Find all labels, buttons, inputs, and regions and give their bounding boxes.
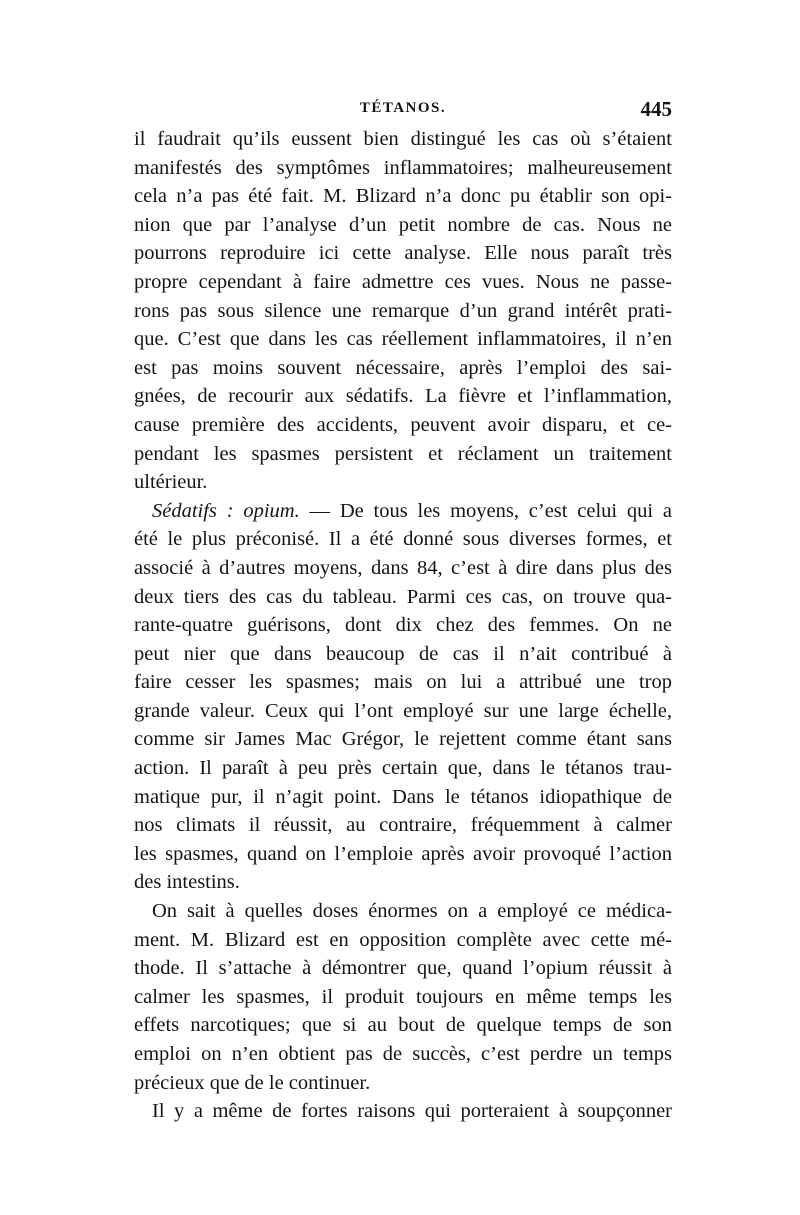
text-line [134, 497, 672, 526]
paragraph-4 [134, 1097, 672, 1126]
page-number: 445 [640, 97, 672, 121]
text-line: On sait à quelles doses énormes on a employé ce médica- [152, 900, 672, 923]
text-line: action. Il paraît à peu près certain que, dans le tétanos trau- [134, 757, 672, 780]
text-line: comme sir James Mac Grégor, le rejettent comme étant sans [134, 728, 672, 751]
text-line: matique pur, il n’agit point. Dans le tétanos idiopathique de [134, 785, 672, 808]
running-head [134, 98, 672, 122]
text-line: cause première des accidents, peuvent avoir disparu, et ce- [134, 413, 672, 436]
text-line: que. C’est que dans les cas réellement inflammatoires, il n’en [134, 328, 672, 351]
text-line: peut nier que dans beaucoup de cas il n’ait contribué à [134, 642, 672, 665]
paragraph-2 [134, 497, 672, 897]
text-run: — De tous les moyens, c’est celui qui a [299, 499, 672, 522]
text-line: est pas moins souvent nécessaire, après l’emploi des sai- [134, 356, 672, 379]
text-line: faire cesser les spasmes; mais on lui a attribué une trop [134, 671, 672, 694]
paragraph-3 [134, 897, 672, 1097]
paragraph-1 [134, 125, 672, 497]
text-line: pendant les spasmes persistent et réclament un traitement [134, 442, 672, 465]
text-line: il faudrait qu’ils eussent bien distingué les cas où s’étaient [134, 128, 672, 150]
text-line: manifestés des symptômes inflammatoires; malheureusement [134, 156, 672, 179]
text-line: nion que par l’analyse d’un petit nombre de cas. Nous ne [134, 213, 672, 236]
text-line: thode. Il s’attache à démontrer que, quand l’opium réussit à [134, 957, 672, 980]
text-line: effets narcotiques; que si au bout de quelque temps de son [134, 1014, 672, 1037]
text-line: rante-quatre guérisons, dont dix chez des femmes. On ne [134, 614, 672, 637]
text-line: propre cependant à faire admettre ces vues. Nous ne passe- [134, 270, 672, 293]
text-line: deux tiers des cas du tableau. Parmi ces cas, on trouve qua- [134, 585, 672, 608]
text-line: ment. M. Blizard est en opposition complète avec cette mé- [134, 928, 672, 951]
text-line: Il y a même de fortes raisons qui porteraient à soupçonner [152, 1100, 672, 1123]
text-line: été le plus préconisé. Il a été donné sous diverses formes, et [134, 528, 672, 551]
text-line: pourrons reproduire ici cette analyse. Elle nous paraît très [134, 242, 672, 265]
text-line: calmer les spasmes, il produit toujours en même temps les [134, 985, 672, 1008]
text-line: grande valeur. Ceux qui l’ont employé sur une large échelle, [134, 699, 672, 722]
text-line: précieux que de le continuer. [134, 1071, 371, 1094]
text-line: ultérieur. [134, 471, 208, 494]
running-title: TÉTANOS. [359, 100, 447, 116]
text-line: cela n’a pas été fait. M. Blizard n’a donc pu établir son opi- [134, 185, 672, 208]
text-line: associé à d’autres moyens, dans 84, c’est à dire dans plus des [134, 556, 672, 579]
text-line: nos climats il réussit, au contraire, fréquemment à calmer [134, 814, 672, 837]
text-line: rons pas sous silence une remarque d’un grand intérêt prati- [134, 299, 672, 322]
text-line: des intestins. [134, 871, 240, 894]
text-line: gnées, de recourir aux sédatifs. La fièvre et l’inflammation, [134, 385, 672, 408]
text-line: les spasmes, quand on l’emploie après avoir provoqué l’action [134, 842, 672, 865]
section-heading: Sédatifs : opium. [152, 499, 300, 522]
body-text [134, 125, 672, 1126]
text-line: emploi on n’en obtient pas de succès, c’est perdre un temps [134, 1043, 672, 1065]
